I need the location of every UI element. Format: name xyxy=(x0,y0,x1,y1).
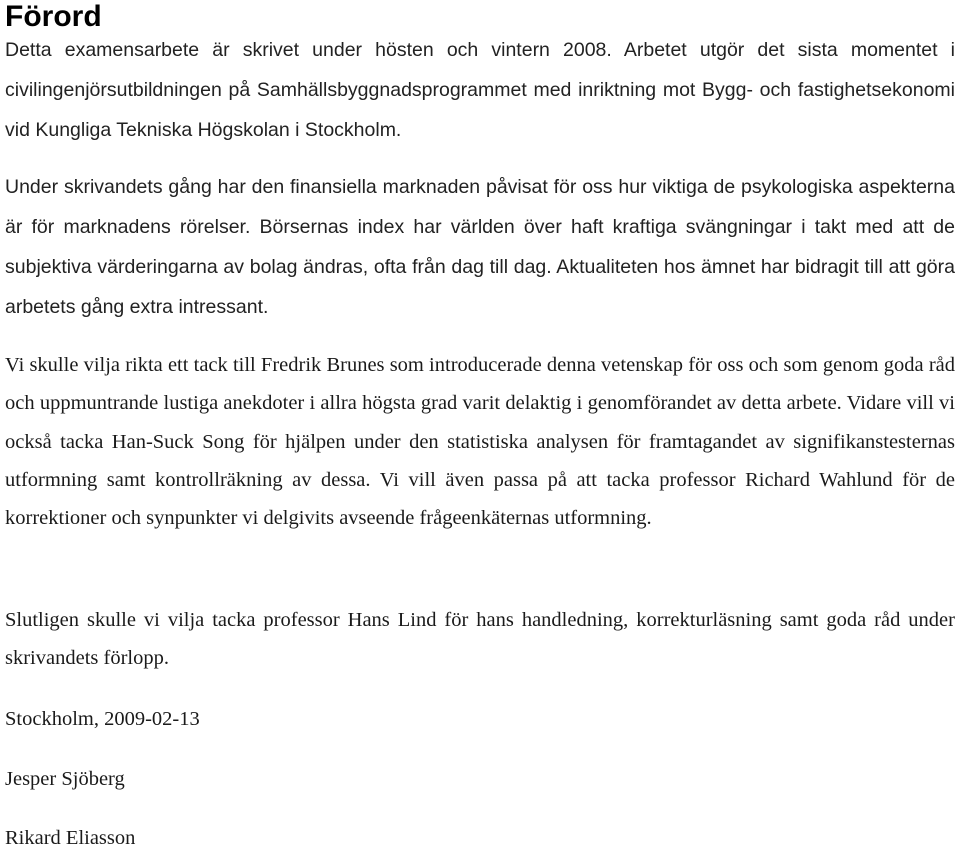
paragraph-intro: Detta examensarbete är skrivet under hösten och vintern 2008. Arbetet utgör det sista momentet i civilingenjörsutbildningen på Samhällsbyggnadsprogrammet med inriktning mot Bygg- och fastighetsekonomi vid Kungliga Tekniska Högskolan i Stockholm. xyxy=(5,39,955,141)
paragraph-final-thanks: Slutligen skulle vi vilja tacka professor Hans Lind för hans handledning, korrekturläsning samt goda råd under skrivandets förlopp. xyxy=(5,609,955,670)
signature-author-1: Jesper Sjöberg xyxy=(5,768,125,790)
paragraph-acknowledgements: Vi skulle vilja rikta ett tack till Fredrik Brunes som introducerade denna vetenskap för oss och som genom goda råd och uppmuntrande lustiga anekdoter i allra högsta grad varit delaktig i genomförandet av detta arbete. Vidare vill vi också tacka Han-Suck Song för hjälpen under den statistiska analysen för framtagandet av signifikanstesternas utformning samt kontrollräkning av dessa. Vi vill även passa på att tacka professor Richard Wahlund för de korrektioner och synpunkter vi delgivits avseende frågeenkäternas utformning. xyxy=(5,354,955,530)
page-title: Förord xyxy=(5,0,102,33)
place-date: Stockholm, 2009-02-13 xyxy=(5,708,200,730)
paragraph-market: Under skrivandets gång har den finansiella marknaden påvisat för oss hur viktiga de psykologiska aspekterna är för marknadens rörelser. Börsernas index har världen över haft kraftiga svängningar i takt med att de subjektiva värderingarna av bolag ändras, ofta från dag till dag. Aktualiteten hos ämnet har bidragit till att göra arbetets gång extra intressant. xyxy=(5,176,955,318)
signature-author-2: Rikard Eliasson xyxy=(5,827,136,849)
